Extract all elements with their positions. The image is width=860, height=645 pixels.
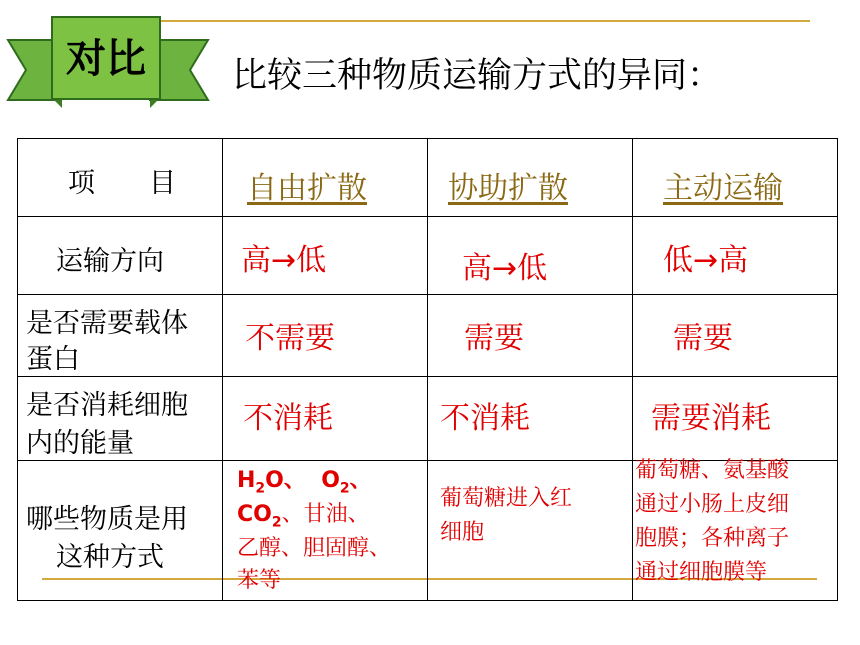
- header-free-diffusion: 自由扩散: [247, 171, 367, 206]
- substance-line1: 葡萄糖进入红: [440, 486, 573, 511]
- table-row: [18, 217, 838, 295]
- row-label-line1: 哪些物质是用: [26, 504, 188, 535]
- table-row: [18, 377, 838, 461]
- cell-value: 不消耗: [440, 401, 530, 436]
- row-label-line2: 蛋白: [26, 344, 80, 375]
- compare-badge: [0, 12, 215, 112]
- substance-line3: 胞膜；各种离子: [635, 526, 790, 551]
- row-label-line1: 是否消耗细胞: [26, 390, 188, 421]
- cell-value: 高→低: [462, 251, 548, 286]
- row-label-line2: 内的能量: [26, 428, 134, 459]
- header-facilitated-diffusion: 协助扩散: [448, 171, 568, 206]
- table-header-row: [18, 139, 838, 217]
- cell-value: 需要: [673, 321, 733, 356]
- page-heading: 比较三种物质运输方式的异同：: [232, 56, 723, 96]
- substance-line4: 通过细胞膜等: [635, 560, 768, 585]
- comparison-table: [17, 138, 838, 601]
- substance-line1: $H_2O$、 $O_2$、: [237, 468, 372, 497]
- header-item-label: 项 目: [68, 168, 176, 199]
- substance-line3: 乙醇、胆固醇、: [237, 536, 392, 561]
- table-row: [18, 461, 838, 601]
- substance-line4: 苯等: [237, 568, 282, 593]
- substance-line1: 葡萄糖、氨基酸: [635, 458, 790, 483]
- top-gold-line: [150, 20, 810, 22]
- cell-value: 不消耗: [243, 401, 333, 436]
- substance-line2: $CO_2$、甘油、: [237, 502, 370, 531]
- cell-value: 低→高: [663, 243, 749, 278]
- substance-line2: 细胞: [440, 520, 485, 545]
- cell-value: 不需要: [245, 321, 335, 356]
- cell-value: 需要消耗: [651, 401, 771, 436]
- header-active-transport: 主动运输: [663, 171, 783, 206]
- cell-value: 需要: [464, 321, 524, 356]
- row-label-line2: 这种方式: [56, 542, 164, 573]
- row-label-line1: 是否需要载体: [26, 308, 188, 339]
- row-label-direction: 运输方向: [56, 246, 164, 277]
- badge-label: 对比: [66, 36, 146, 82]
- substance-line2: 通过小肠上皮细: [635, 492, 790, 517]
- table-row: [18, 295, 838, 377]
- cell-value: 高→低: [241, 243, 327, 278]
